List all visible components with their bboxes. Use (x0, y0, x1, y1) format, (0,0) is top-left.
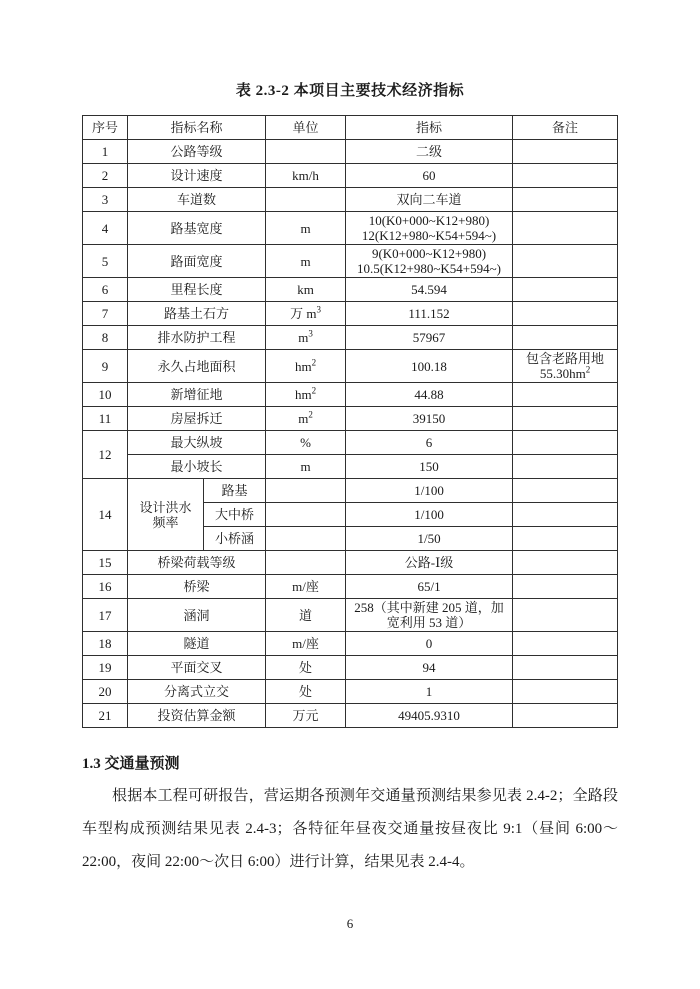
table-title: 表 2.3-2 本项目主要技术经济指标 (235, 83, 465, 99)
remark-exponent: 2 (585, 364, 591, 375)
cell-no: 17 (83, 599, 128, 632)
cell-name: 设计速度 (128, 164, 266, 188)
table-row (83, 326, 618, 350)
cell-remark (513, 383, 618, 407)
cell-remark (513, 656, 618, 680)
cell-remark (513, 680, 618, 704)
cell-no: 19 (83, 656, 128, 680)
cell-no: 8 (83, 326, 128, 350)
table-row (83, 245, 618, 278)
cell-no: 21 (83, 704, 128, 728)
cell-unit: km (266, 278, 346, 302)
unit-exponent: 2 (308, 409, 313, 420)
table-row (83, 188, 618, 212)
value-line: 12(K12+980~K54+594~) (361, 228, 497, 243)
cell-unit (266, 407, 346, 431)
cell-no: 18 (83, 632, 128, 656)
cell-value: 100.18 (346, 350, 513, 383)
table-row (83, 479, 618, 503)
cell-name: 里程长度 (128, 278, 266, 302)
cell-no: 5 (83, 245, 128, 278)
cell-name: 路基宽度 (128, 212, 266, 245)
cell-name: 路面宽度 (128, 245, 266, 278)
cell-unit: 处 (266, 680, 346, 704)
cell-name: 公路等级 (128, 140, 266, 164)
table-row (83, 575, 618, 599)
cell-value: 44.88 (346, 383, 513, 407)
unit-text: m (298, 411, 309, 426)
cell-no: 1 (83, 140, 128, 164)
cell-value: 60 (346, 164, 513, 188)
cell-unit (266, 140, 346, 164)
cell-unit: m (266, 455, 346, 479)
cell-value: 94 (346, 656, 513, 680)
cell-remark (513, 140, 618, 164)
table-row (83, 551, 618, 575)
body-paragraph: 根据本工程可研报告，营运期各预测年交通量预测结果参见表 2.4-2；全路段车型构成预测结果见表 2.4-3；各特征年昼夜交通量按昼夜比 9:1（昼间 6:00～22:00，夜间 22:00～次日 6:00）进行计算，结果见表 2.4-4。 (82, 788, 618, 870)
header-value: 指标 (346, 116, 513, 140)
unit-exponent: 3 (308, 328, 313, 339)
value-line: 9(K0+000~K12+980) (371, 246, 487, 261)
cell-name: 车道数 (128, 188, 266, 212)
cell-remark (513, 302, 618, 326)
unit-exponent: 2 (311, 385, 317, 396)
header-unit: 单位 (266, 116, 346, 140)
cell-name: 隧道 (128, 632, 266, 656)
cell-no: 20 (83, 680, 128, 704)
cell-no: 16 (83, 575, 128, 599)
cell-no: 4 (83, 212, 128, 245)
value-line: 10(K0+000~K12+980) (368, 213, 490, 228)
cell-value: 49405.9310 (346, 704, 513, 728)
unit-exponent: 2 (311, 357, 317, 368)
cell-subname: 小桥涵 (204, 527, 266, 551)
table-row (83, 302, 618, 326)
cell-unit (266, 302, 346, 326)
value-line: 10.5(K12+980~K54+594~) (357, 261, 501, 276)
cell-subname: 路基 (204, 479, 266, 503)
table-row (83, 680, 618, 704)
table-row (83, 140, 618, 164)
table-row (83, 278, 618, 302)
page-number: 6 (346, 916, 354, 931)
cell-value: 二级 (346, 140, 513, 164)
cell-unit (266, 527, 346, 551)
unit-text: 万 m (290, 306, 317, 321)
cell-name: 桥梁 (128, 575, 266, 599)
cell-remark (513, 551, 618, 575)
cell-name: 排水防护工程 (128, 326, 266, 350)
table-row (83, 431, 618, 455)
cell-remark (513, 704, 618, 728)
cell-no: 9 (83, 350, 128, 383)
unit-text: m (298, 330, 309, 345)
cell-name: 平面交叉 (128, 656, 266, 680)
table-row (83, 212, 618, 245)
cell-subname: 大中桥 (204, 503, 266, 527)
cell-name: 最小坡长 (128, 455, 266, 479)
table-row (83, 350, 618, 383)
cell-unit: 万元 (266, 704, 346, 728)
remark-line (515, 366, 615, 381)
unit-text: hm (294, 387, 312, 402)
cell-no: 14 (83, 479, 128, 551)
cell-unit: m (266, 245, 346, 278)
cell-unit (266, 326, 346, 350)
section-heading: 1.3 交通量预测 (82, 756, 180, 772)
cell-remark (513, 503, 618, 527)
header-name: 指标名称 (128, 116, 266, 140)
cell-name: 新增征地 (128, 383, 266, 407)
cell-value (346, 245, 513, 278)
cell-remark (513, 278, 618, 302)
header-no: 序号 (83, 116, 128, 140)
unit-text: hm (294, 358, 312, 374)
cell-value: 6 (346, 431, 513, 455)
table-row (83, 599, 618, 632)
cell-no: 7 (83, 302, 128, 326)
group-label: 设计洪水频率 (139, 499, 192, 530)
table-row (83, 164, 618, 188)
cell-remark (513, 431, 618, 455)
cell-name: 永久占地面积 (128, 350, 266, 383)
unit-exponent: 3 (316, 304, 321, 315)
table-row (83, 407, 618, 431)
cell-remark (513, 188, 618, 212)
remark-text: 55.30hm (539, 366, 586, 381)
cell-value: 双向二车道 (346, 188, 513, 212)
cell-unit: m/座 (266, 632, 346, 656)
cell-unit: % (266, 431, 346, 455)
cell-remark (513, 455, 618, 479)
cell-remark (513, 575, 618, 599)
cell-remark (513, 212, 618, 245)
table-row (83, 383, 618, 407)
cell-name: 房屋拆迁 (128, 407, 266, 431)
cell-name: 投资估算金额 (128, 704, 266, 728)
cell-remark (513, 527, 618, 551)
cell-no: 15 (83, 551, 128, 575)
cell-value: 39150 (346, 407, 513, 431)
cell-unit (266, 479, 346, 503)
cell-unit (266, 551, 346, 575)
cell-no: 10 (83, 383, 128, 407)
cell-name: 最大纵坡 (128, 431, 266, 455)
cell-group-name (128, 479, 204, 551)
cell-unit: m/座 (266, 575, 346, 599)
cell-remark (513, 407, 618, 431)
cell-remark (513, 245, 618, 278)
remark-line: 包含老路用地 (526, 351, 605, 366)
table-row (83, 455, 618, 479)
cell-value (346, 212, 513, 245)
cell-value: 1 (346, 680, 513, 704)
cell-unit (266, 503, 346, 527)
cell-unit: km/h (266, 164, 346, 188)
cell-remark (513, 599, 618, 632)
cell-value: 111.152 (346, 302, 513, 326)
cell-no: 2 (83, 164, 128, 188)
cell-unit: 处 (266, 656, 346, 680)
cell-value: 1/100 (346, 479, 513, 503)
cell-name: 桥梁荷载等级 (128, 551, 266, 575)
cell-value: 57967 (346, 326, 513, 350)
cell-no: 6 (83, 278, 128, 302)
cell-value: 0 (346, 632, 513, 656)
cell-remark (513, 326, 618, 350)
cell-value: 258（其中新建 205 道，加宽利用 53 道） (346, 599, 513, 632)
cell-remark (513, 164, 618, 188)
cell-name: 分离式立交 (128, 680, 266, 704)
cell-value: 150 (346, 455, 513, 479)
technical-indicators-table (82, 115, 618, 728)
cell-no: 11 (83, 407, 128, 431)
cell-value: 1/50 (346, 527, 513, 551)
header-remark: 备注 (513, 116, 618, 140)
table-row (83, 704, 618, 728)
cell-value: 公路-Ⅰ级 (346, 551, 513, 575)
cell-value: 1/100 (346, 503, 513, 527)
cell-name: 路基土石方 (128, 302, 266, 326)
table-row (83, 656, 618, 680)
cell-unit: 道 (266, 599, 346, 632)
cell-value: 65/1 (346, 575, 513, 599)
cell-value: 54.594 (346, 278, 513, 302)
cell-remark (513, 632, 618, 656)
cell-no: 3 (83, 188, 128, 212)
table-header-row (83, 116, 618, 140)
table-row (83, 632, 618, 656)
cell-unit (266, 188, 346, 212)
cell-no: 12 (83, 431, 128, 479)
cell-name: 涵洞 (128, 599, 266, 632)
cell-unit (266, 383, 346, 407)
cell-remark (513, 350, 618, 383)
cell-unit (266, 350, 346, 383)
cell-unit: m (266, 212, 346, 245)
cell-remark (513, 479, 618, 503)
